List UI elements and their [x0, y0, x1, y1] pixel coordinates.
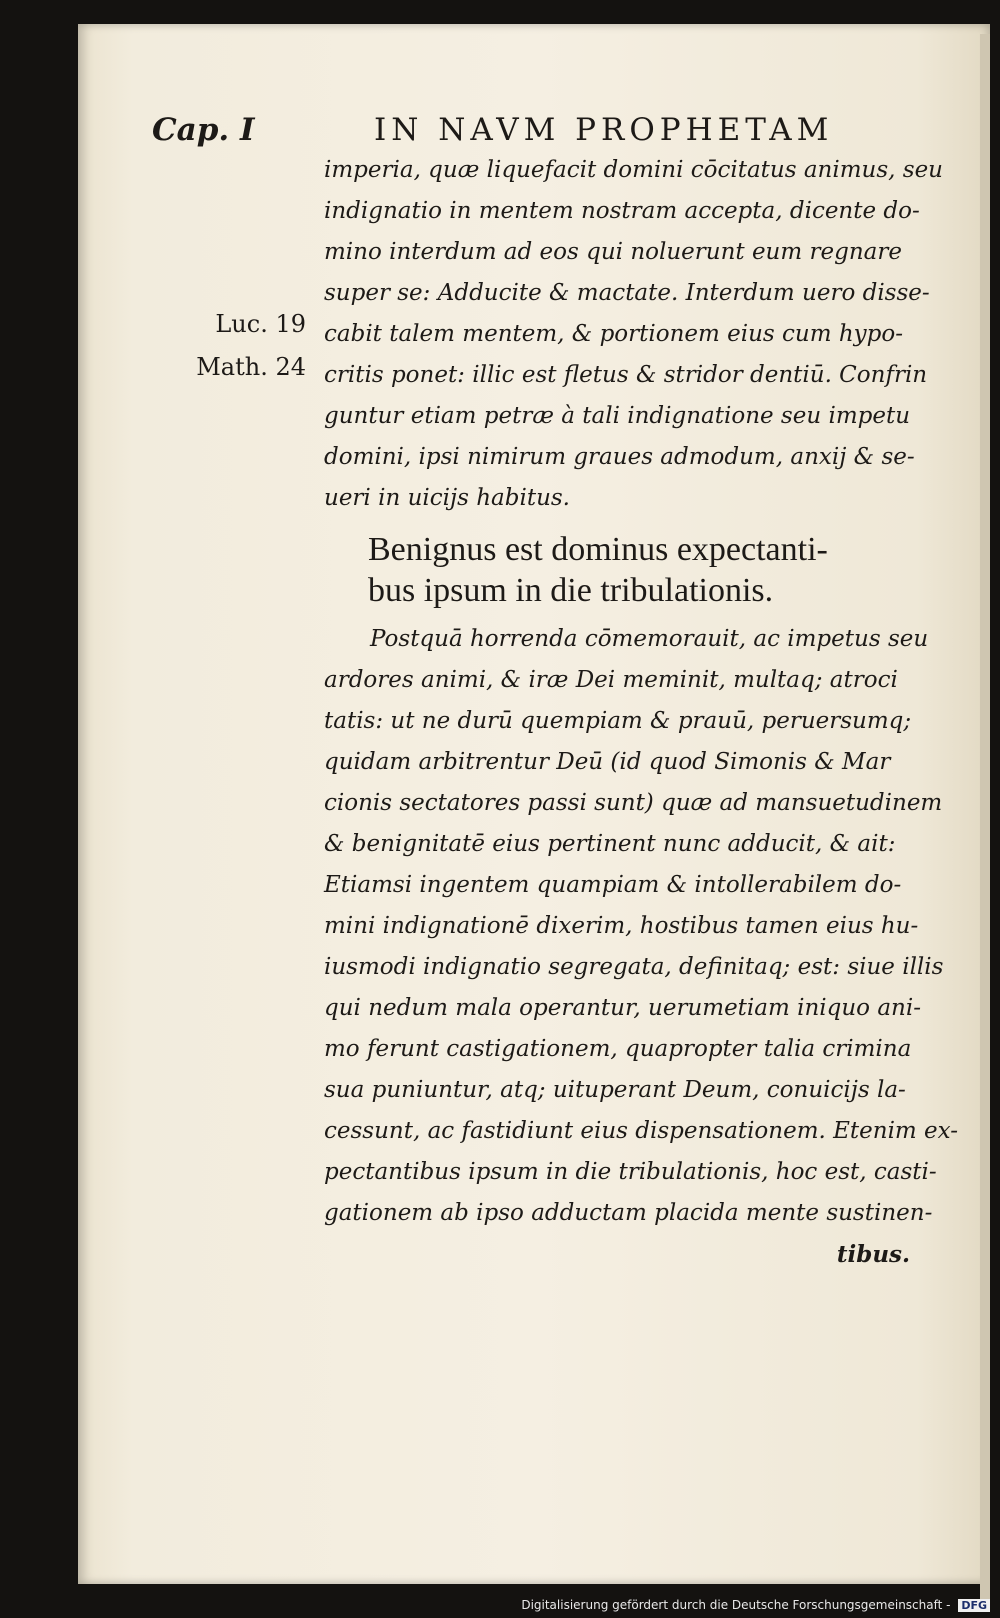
section-heading [368, 529, 934, 611]
text-line: cionis sectatores passi sunt) quæ ad mansuetudinem [324, 790, 943, 816]
text-line: mino interdum ad eos qui noluerunt eum regnare [324, 239, 902, 265]
text-line: cessunt, ac fastidiunt eius dispensationem. Etenim ex- [324, 1118, 959, 1144]
digitization-credit [521, 1598, 990, 1612]
heading-line: Benignus est dominus expectanti- [368, 531, 828, 568]
text-line: cabit talem mentem, & portionem eius cum hypo- [324, 321, 903, 347]
text-line: & benignitatē eius pertinent nunc adducit, & ait: [324, 831, 896, 857]
text-line: indignatio in mentem nostram accepta, dicente do- [324, 198, 920, 224]
text-line: gationem ab ipso adductam placida mente sustinen- [324, 1200, 933, 1226]
dfg-logo: DFG [958, 1599, 990, 1612]
text-line: ardores animi, & iræ Dei meminit, multaq; atroci [324, 667, 898, 693]
text-line: tatis: ut ne durū quempiam & prauū, peruersumq; [324, 708, 912, 734]
margin-note: Luc. 19 [215, 310, 306, 338]
paragraph-1 [324, 150, 943, 519]
margin-notes [180, 303, 306, 389]
margin-note: Math. 24 [196, 353, 306, 381]
text-line: imperia, quæ liquefacit domini cōcitatus animus, seu [324, 157, 943, 183]
credit-text: Digitalisierung gefördert durch die Deutsche Forschungsgemeinschaft - [521, 1598, 951, 1612]
catchword: tibus. [836, 1241, 910, 1268]
text-line: Etiamsi ingentem quampiam & intollerabilem do- [324, 872, 902, 898]
text-line: domini, ipsi nimirum graues admodum, anxij & se- [324, 444, 915, 470]
text-line: super se: Adducite & mactate. Interdum uero disse- [324, 280, 930, 306]
heading-line: bus ipsum in die tribulationis. [368, 572, 774, 609]
text-line: qui nedum mala operantur, uerumetiam iniquo ani- [324, 995, 921, 1021]
text-line: sua puniuntur, atq; uituperant Deum, conuicijs la- [324, 1077, 906, 1103]
text-line: quidam arbitrentur Deū (id quod Simonis & Mar [324, 749, 891, 775]
chapter-label: Cap. I [152, 112, 255, 148]
text-line: mo ferunt castigationem, quapropter talia crimina [324, 1036, 912, 1062]
text-line: pectantibus ipsum in die tribulationis, hoc est, casti- [324, 1159, 937, 1185]
text-line: mini indignationē dixerim, hostibus tamen eius hu- [324, 913, 919, 939]
text-line: iusmodi indignatio segregata, definitaq; est: siue illis [324, 954, 944, 980]
body-text [324, 150, 959, 1275]
text-line: Postquā horrenda cōmemorauit, ac impetus seu [370, 626, 929, 652]
paragraph-2 [324, 619, 959, 1275]
text-line: guntur etiam petræ à tali indignatione seu impetu [324, 403, 911, 429]
text-line: critis ponet: illic est fletus & stridor dentiū. Confrin [324, 362, 928, 388]
page-edge [980, 34, 990, 1609]
running-title: IN NAVM PROPHETAM [374, 112, 834, 148]
text-line: ueri in uicijs habitus. [324, 485, 570, 511]
